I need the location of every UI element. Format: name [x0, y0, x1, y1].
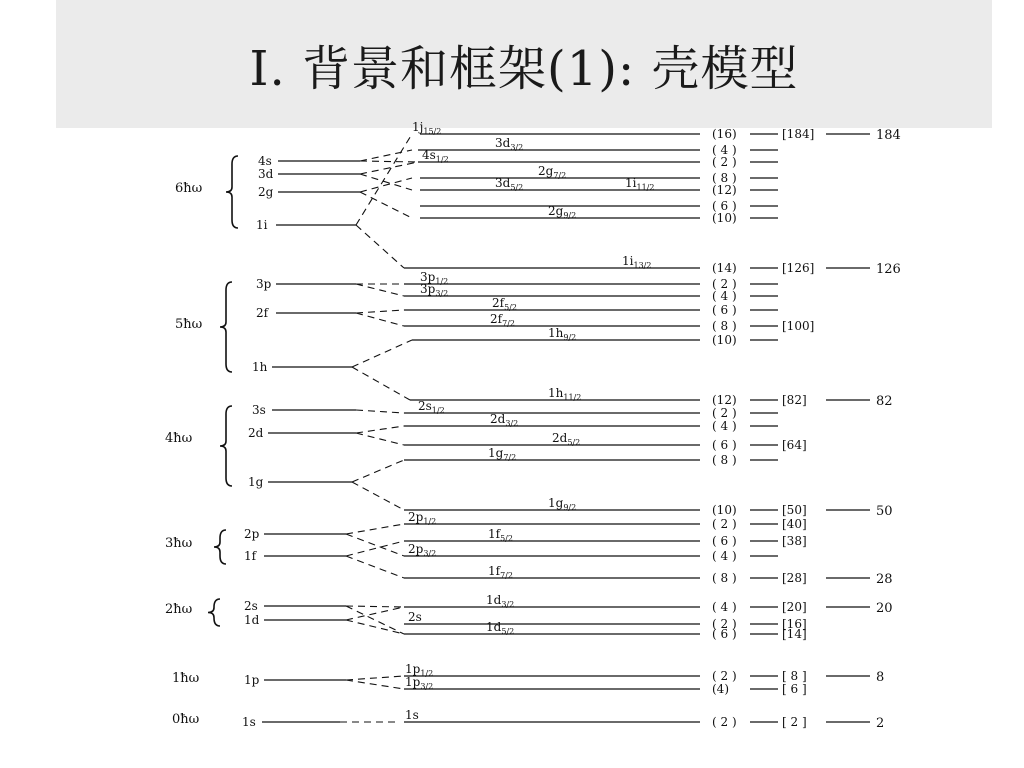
cumulative-count: [40] [782, 517, 807, 531]
split-connector [356, 426, 404, 433]
magic-number: 82 [876, 394, 893, 409]
degeneracy-label: ( 4 ) [712, 549, 737, 563]
cumulative-count: [28] [782, 571, 807, 585]
shell-level-label: 4s [258, 154, 272, 168]
split-level-label: 1s [405, 708, 419, 722]
split-level-label: $1i_{11/2}$ [625, 176, 655, 192]
degeneracy-label: ( 2 ) [712, 155, 737, 169]
degeneracy-label: ( 2 ) [712, 517, 737, 531]
split-connector [356, 225, 404, 268]
split-connector [356, 310, 404, 313]
split-connector [356, 433, 404, 445]
split-level-label: $1f_{7/2}$ [488, 564, 513, 580]
degeneracy-label: ( 2 ) [712, 406, 737, 420]
degeneracy-label: ( 4 ) [712, 600, 737, 614]
degeneracy-label: (10) [712, 333, 737, 347]
cumulative-count: [184] [782, 127, 815, 141]
degeneracy-label: ( 4 ) [712, 289, 737, 303]
degeneracy-label: ( 4 ) [712, 419, 737, 433]
degeneracy-label: ( 2 ) [712, 669, 737, 683]
split-connector [346, 620, 404, 634]
split-level-label: $1p_{3/2}$ [405, 675, 434, 691]
degeneracy-label: (10) [712, 211, 737, 225]
shell-label-1: 5ħω [175, 317, 203, 332]
shell-brace-0 [226, 156, 238, 228]
split-connector [346, 606, 404, 607]
split-level-label: $1d_{3/2}$ [486, 593, 515, 609]
split-connector [352, 340, 412, 367]
split-level-label: $1h_{11/2}$ [548, 386, 582, 402]
shell-level-label: 1i [256, 218, 268, 232]
degeneracy-label: ( 8 ) [712, 571, 737, 585]
degeneracy-label: (12) [712, 393, 737, 407]
split-connector [360, 161, 418, 162]
shell-label-0: 6ħω [175, 181, 203, 196]
degeneracy-label: (16) [712, 127, 737, 141]
split-connector [356, 284, 404, 296]
degeneracy-label: (4) [712, 682, 729, 696]
split-level-label: $2p_{1/2}$ [408, 510, 437, 526]
degeneracy-label: ( 6 ) [712, 534, 737, 548]
cumulative-count: [20] [782, 600, 807, 614]
shell-brace-2 [220, 406, 232, 486]
magic-number: 184 [876, 128, 901, 143]
split-connector [346, 676, 404, 680]
cumulative-count: [ 6 ] [782, 682, 807, 696]
split-level-label: $3d_{3/2}$ [495, 136, 524, 152]
split-level-label: $1g_{7/2}$ [488, 446, 517, 462]
cumulative-count: [ 2 ] [782, 715, 807, 729]
shell-level-label: 2p [244, 527, 260, 541]
split-level-label: $2g_{7/2}$ [538, 164, 567, 180]
split-level-label: $2g_{9/2}$ [548, 204, 577, 220]
split-connector [346, 534, 404, 556]
shell-label-5: 1ħω [172, 671, 200, 686]
shell-brace-4 [208, 599, 220, 626]
split-level-label: $1g_{9/2}$ [548, 496, 577, 512]
split-level-label: $1i_{13/2}$ [622, 254, 652, 270]
shell-brace-3 [214, 530, 226, 564]
magic-number: 50 [876, 504, 893, 519]
split-level-label: $3p_{1/2}$ [420, 270, 449, 286]
split-connector [356, 410, 404, 413]
magic-number: 20 [876, 601, 893, 616]
shell-level-label: 1g [248, 475, 264, 489]
split-connector [346, 541, 404, 556]
magic-number: 8 [876, 670, 885, 685]
cumulative-count: [64] [782, 438, 807, 452]
split-connector [360, 174, 412, 190]
split-level-label: $1h_{9/2}$ [548, 326, 577, 342]
shell-level-label: 1h [252, 360, 268, 374]
shell-label-3: 3ħω [165, 536, 193, 551]
split-connector [346, 556, 404, 578]
split-level-label: $2s_{1/2}$ [418, 399, 445, 415]
magic-number: 28 [876, 572, 893, 587]
degeneracy-label: ( 2 ) [712, 715, 737, 729]
degeneracy-label: ( 6 ) [712, 303, 737, 317]
cumulative-count: [ 8 ] [782, 669, 807, 683]
shell-brace-1 [220, 282, 232, 372]
shell-level-label: 3p [256, 277, 272, 291]
shell-level-label: 3d [258, 167, 274, 181]
split-level-label: $1f_{5/2}$ [488, 527, 513, 543]
shell-level-label: 1f [244, 549, 257, 563]
split-level-label: $2f_{7/2}$ [490, 312, 515, 328]
degeneracy-label: (12) [712, 183, 737, 197]
split-connector [360, 178, 412, 192]
split-connector [352, 460, 404, 482]
degeneracy-label: ( 8 ) [712, 453, 737, 467]
cumulative-count: [14] [782, 627, 807, 641]
split-level-label: $2d_{3/2}$ [490, 412, 519, 428]
shell-level-label: 1d [244, 613, 260, 627]
shell-level-label: 2g [258, 185, 274, 199]
split-level-label: $3d_{5/2}$ [495, 176, 524, 192]
split-connector [352, 367, 410, 400]
split-level-label: 2s [408, 610, 422, 624]
degeneracy-label: ( 6 ) [712, 199, 737, 213]
degeneracy-label: ( 8 ) [712, 171, 737, 185]
degeneracy-label: ( 4 ) [712, 143, 737, 157]
cumulative-count: [82] [782, 393, 807, 407]
shell-level-label: 2f [256, 306, 269, 320]
cumulative-count: [16] [782, 617, 807, 631]
degeneracy-label: (14) [712, 261, 737, 275]
split-connector [360, 192, 412, 218]
cumulative-count: [38] [782, 534, 807, 548]
split-level-label: $2p_{3/2}$ [408, 542, 437, 558]
shell-level-label: 3s [252, 403, 266, 417]
shell-level-label: 2s [244, 599, 258, 613]
split-connector [356, 134, 412, 225]
shell-level-label: 1s [242, 715, 256, 729]
split-connector [352, 482, 404, 510]
degeneracy-label: ( 8 ) [712, 319, 737, 333]
cumulative-count: [100] [782, 319, 815, 333]
split-level-label: $1j_{15/2}$ [412, 120, 442, 136]
shell-label-4: 2ħω [165, 602, 193, 617]
shell-label-6: 0ħω [172, 712, 200, 727]
degeneracy-label: ( 2 ) [712, 617, 737, 631]
cumulative-count: [50] [782, 503, 807, 517]
degeneracy-label: (10) [712, 503, 737, 517]
slide-title: I. 背景和框架(1): 壳模型 [249, 41, 799, 97]
split-connector [346, 606, 404, 634]
split-level-label: $1p_{1/2}$ [405, 662, 434, 678]
degeneracy-label: ( 6 ) [712, 438, 737, 452]
magic-number: 126 [876, 262, 901, 277]
split-connector [356, 313, 404, 326]
degeneracy-label: ( 2 ) [712, 277, 737, 291]
split-connector [360, 150, 412, 161]
shell-label-2: 4ħω [165, 431, 193, 446]
split-level-label: $4s_{1/2}$ [422, 148, 449, 164]
split-level-label: $2f_{5/2}$ [492, 296, 517, 312]
split-connector [346, 680, 404, 689]
shell-level-label: 2d [248, 426, 264, 440]
split-connector [346, 524, 404, 534]
cumulative-count: [126] [782, 261, 815, 275]
shell-level-label: 1p [244, 673, 260, 687]
split-level-label: $2d_{5/2}$ [552, 431, 581, 447]
split-level-label: $1d_{5/2}$ [486, 620, 515, 636]
magic-number: 2 [876, 716, 885, 731]
split-connector [346, 607, 404, 620]
degeneracy-label: ( 6 ) [712, 627, 737, 641]
split-level-label: $3p_{3/2}$ [420, 282, 449, 298]
